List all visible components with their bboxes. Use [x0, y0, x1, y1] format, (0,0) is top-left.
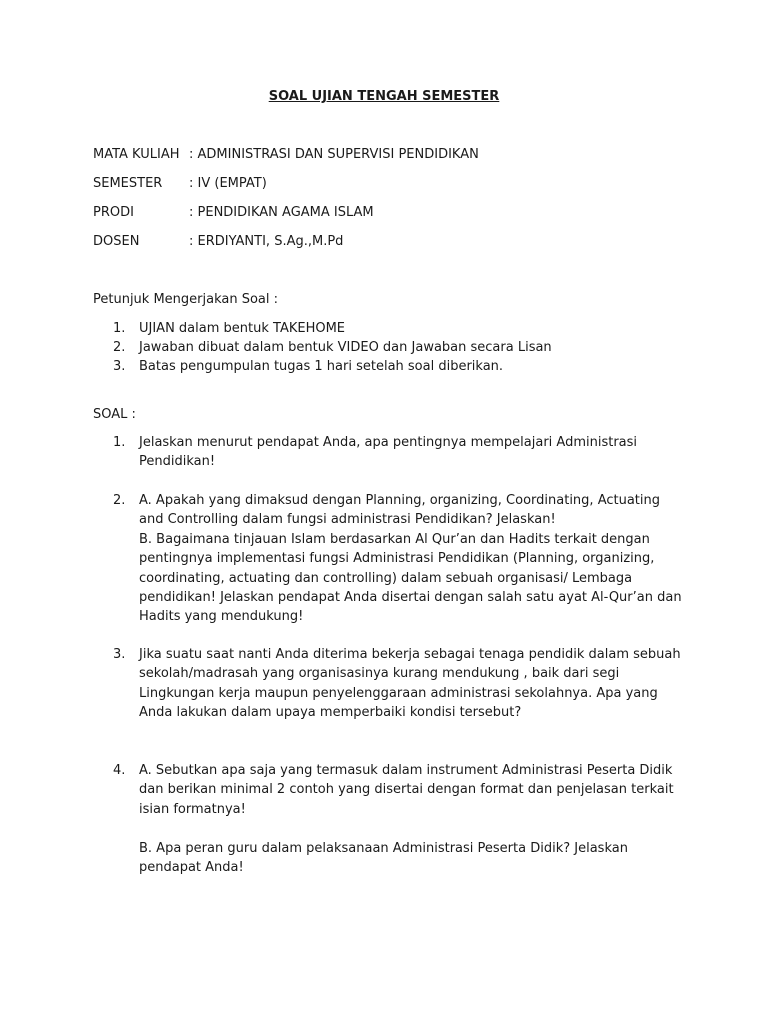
question-text	[139, 761, 684, 877]
document-title: SOAL UJIAN TENGAH SEMESTER	[268, 89, 500, 104]
list-number: 2.	[113, 493, 126, 508]
meta-label: PRODI	[93, 205, 134, 220]
question-paragraph: Jika suatu saat nanti Anda diterima bekerja sebagai tenaga pendidik dalam sebuah sekolah/madrasah yang organisasinya kurang mendukung , baik dari segi Lingkungan kerja maupun penyelenggaraan administrasi sekolahnya. Apa yang Anda lakukan dalam upaya memperbaiki kondisi tersebut?	[139, 647, 681, 721]
meta-label: SEMESTER	[93, 176, 163, 191]
list-number: 3.	[113, 359, 126, 374]
instruction-text: Jawaban dibuat dalam bentuk VIDEO dan Jawaban secara Lisan	[139, 340, 552, 355]
question-paragraph: A. Sebutkan apa saja yang termasuk dalam instrument Administrasi Peserta Didik dan berikan minimal 2 contoh yang disertai dengan format dan penjelasan terkait isian formatnya!	[139, 763, 674, 817]
meta-value: : ERDIYANTI, S.Ag.,M.Pd	[189, 234, 344, 249]
list-number: 2.	[113, 340, 126, 355]
meta-value: : ADMINISTRASI DAN SUPERVISI PENDIDIKAN	[189, 147, 479, 162]
list-number: 3.	[113, 647, 126, 662]
instruction-text: UJIAN dalam bentuk TAKEHOME	[139, 321, 346, 336]
question-paragraph: B. Bagaimana tinjauan Islam berdasarkan Al Qur’an dan Hadits terkait dengan pentingnya implementasi fungsi Administrasi Pendidikan (Planning, organizing, coordinating, actuating dan controlling) dalam sebuah organisasi/ Lembaga pendidikan! Jelaskan pendapat Anda disertai dengan salah satu ayat Al-Qur’an dan Hadits yang mendukung!	[139, 531, 682, 625]
list-number: 1.	[113, 321, 126, 336]
question-text	[139, 433, 684, 472]
instructions-heading: Petunjuk Mengerjakan Soal :	[93, 292, 279, 307]
meta-value: : IV (EMPAT)	[189, 176, 267, 191]
list-number: 1.	[113, 435, 126, 450]
question-text	[139, 491, 684, 627]
questions-heading: SOAL :	[93, 407, 136, 422]
meta-value: : PENDIDIKAN AGAMA ISLAM	[189, 205, 374, 220]
list-number: 4.	[113, 763, 126, 778]
question-paragraph: Jelaskan menurut pendapat Anda, apa pentingnya mempelajari Administrasi Pendidikan!	[139, 435, 638, 470]
meta-label: MATA KULIAH	[93, 147, 180, 162]
question-paragraph: A. Apakah yang dimaksud dengan Planning, organizing, Coordinating, Actuating and Controlling dalam fungsi administrasi Pendidikan? Jelaskan!	[139, 493, 661, 528]
instruction-text: Batas pengumpulan tugas 1 hari setelah soal diberikan.	[139, 359, 504, 374]
question-paragraph: B. Apa peran guru dalam pelaksanaan Administrasi Peserta Didik? Jelaskan pendapat Anda!	[139, 840, 628, 876]
question-text	[139, 645, 684, 723]
meta-label: DOSEN	[93, 234, 140, 249]
paragraph-spacer	[139, 819, 684, 838]
